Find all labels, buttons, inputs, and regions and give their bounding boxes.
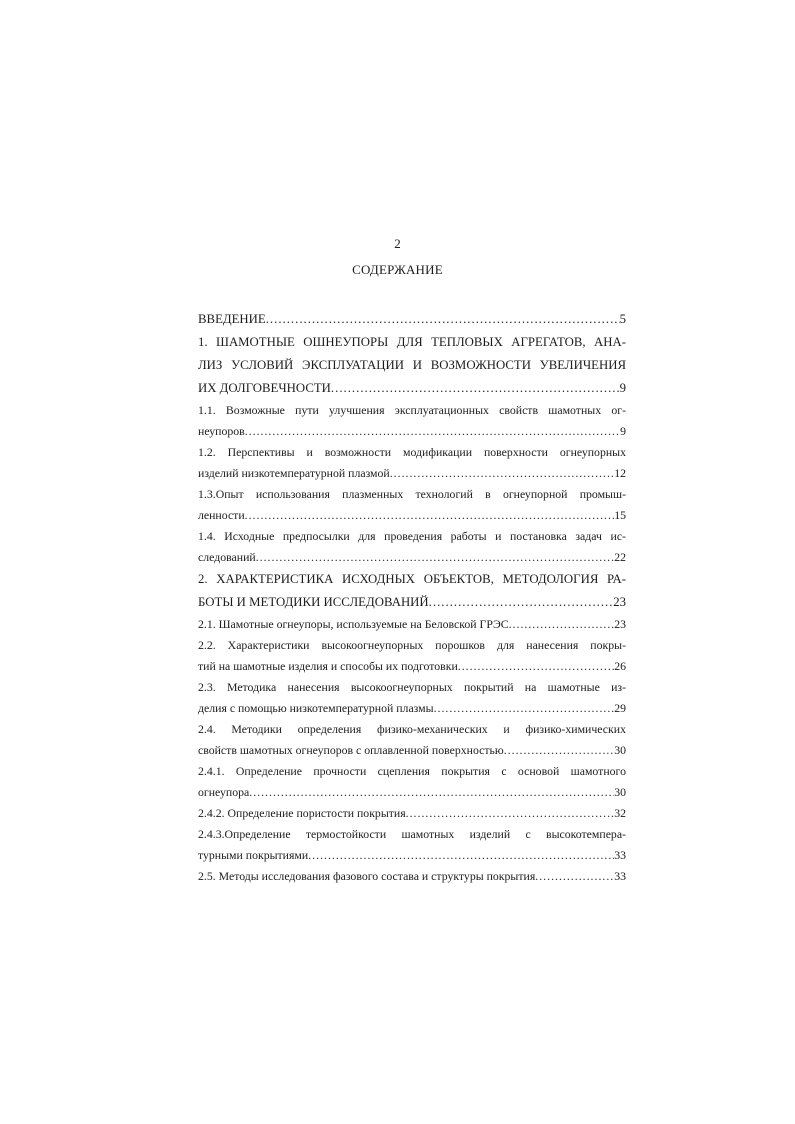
toc-entry-text: огнеупора [198, 785, 250, 799]
toc-entry-text: 2.2. Характеристики высокоогнеупорных порошков для нанесения покры- [198, 638, 626, 652]
toc-page-number: 33 [614, 869, 626, 883]
toc-entry-text: турными покрытиями [198, 848, 309, 862]
toc-entry-text: 2.4.3.Определение термостойкости шамотных изделий с высокотемпера- [198, 827, 626, 841]
toc-entry [198, 308, 626, 331]
toc-entry-text: свойств шамотных огнеупоров с оплавленной поверхностью [198, 743, 504, 757]
toc-entry-text: неупоров [198, 424, 245, 438]
toc-leader-dots [266, 308, 620, 331]
toc-page-number: 15 [614, 508, 626, 522]
toc-entry-text: 2.4.1. Определение прочности сцепления покрытия с основой шамотного [198, 764, 626, 778]
toc-entry-text: делия с помощью низкотемпературной плазмы [198, 701, 434, 715]
toc-leader-dots [535, 866, 614, 887]
toc-page-number: 22 [614, 550, 626, 564]
toc-page-number: 30 [614, 743, 626, 757]
toc-entry [198, 484, 626, 526]
toc-leader-dots [256, 547, 615, 568]
toc-entry [198, 761, 626, 803]
toc-entry-text: ИХ ДОЛГОВЕЧНОСТИ [198, 381, 331, 395]
table-of-contents [198, 308, 626, 887]
toc-title: СОДЕРЖАНИЕ [352, 262, 443, 277]
toc-page-number: 23 [613, 595, 626, 609]
toc-page-number: 32 [614, 806, 626, 820]
toc-entry-text: ленности [198, 508, 245, 522]
toc-page-number: 29 [614, 701, 626, 715]
toc-page-number: 12 [614, 466, 626, 480]
toc-entry [198, 442, 626, 484]
toc-entry-text: ВВЕДЕНИЕ [198, 312, 266, 326]
toc-leader-dots [458, 656, 614, 677]
toc-entry [198, 803, 626, 824]
toc-entry-text: 2.5. Методы исследования фазового состава и структуры покрытия [198, 869, 536, 883]
toc-entry [198, 400, 626, 442]
toc-page-number: 9 [620, 424, 626, 438]
toc-entry-text: 1.1. Возможные пути улучшения эксплуатационных свойств шамотных ог- [198, 403, 626, 417]
toc-entry [198, 824, 626, 866]
toc-leader-dots [390, 463, 614, 484]
toc-entry-text: тий на шамотные изделия и способы их подготовки [198, 659, 458, 673]
toc-leader-dots [429, 591, 614, 614]
toc-entry [198, 614, 626, 635]
toc-leader-dots [308, 845, 614, 866]
toc-entry [198, 635, 626, 677]
toc-entry-text: 2. ХАРАКТЕРИСТИКА ИСХОДНЫХ ОБЪЕКТОВ, МЕТОДОЛОГИЯ РА- [198, 572, 626, 586]
toc-entry [198, 677, 626, 719]
toc-entry-text: 2.1. Шамотные огнеупоры, используемые на Беловской ГРЭС [198, 617, 509, 631]
toc-leader-dots [406, 803, 615, 824]
page-number: 2 [394, 236, 401, 251]
toc-entry [198, 866, 626, 887]
toc-entry-text: 1.2. Перспективы и возможности модификации поверхности огнеупорных [198, 445, 626, 459]
toc-entry-text: изделий низкотемпературной плазмой [198, 466, 390, 480]
toc-entry-text: БОТЫ И МЕТОДИКИ ИССЛЕДОВАНИЙ [198, 595, 429, 609]
toc-page-number: 33 [614, 848, 626, 862]
toc-leader-dots [245, 421, 620, 442]
toc-entry-text: 2.3. Методика нанесения высокоогнеупорных покрытий на шамотные из- [198, 680, 626, 694]
toc-entry [198, 331, 626, 400]
toc-page-number: 26 [614, 659, 626, 673]
toc-leader-dots [249, 782, 614, 803]
toc-entry-text: ЛИЗ УСЛОВИЙ ЭКСПЛУАТАЦИИ И ВОЗМОЖНОСТИ УВЕЛИЧЕНИЯ [198, 358, 626, 372]
toc-page-number: 5 [619, 312, 626, 326]
toc-entry [198, 526, 626, 568]
toc-entry-text: 1. ШАМОТНЫЕ ОШНЕУПОРЫ ДЛЯ ТЕПЛОВЫХ АГРЕГАТОВ, АНА- [198, 335, 626, 349]
toc-page-number: 23 [614, 617, 626, 631]
toc-leader-dots [434, 698, 615, 719]
toc-entry [198, 719, 626, 761]
toc-page-number: 9 [619, 381, 626, 395]
toc-leader-dots [509, 614, 615, 635]
toc-entry [198, 568, 626, 614]
toc-page-number: 30 [614, 785, 626, 799]
toc-leader-dots [504, 740, 614, 761]
toc-leader-dots [245, 505, 615, 526]
toc-leader-dots [331, 377, 620, 400]
toc-entry-text: следований [198, 550, 256, 564]
toc-entry-text: 1.3.Опыт использования плазменных технологий в огнеупорной промыш- [198, 487, 626, 501]
toc-entry-text: 2.4. Методики определения физико-механических и физико-химических [198, 722, 626, 736]
toc-entry-text: 2.4.2. Определение пористости покрытия [198, 806, 406, 820]
toc-entry-text: 1.4. Исходные предпосылки для проведения работы и постановка задач ис- [198, 529, 626, 543]
